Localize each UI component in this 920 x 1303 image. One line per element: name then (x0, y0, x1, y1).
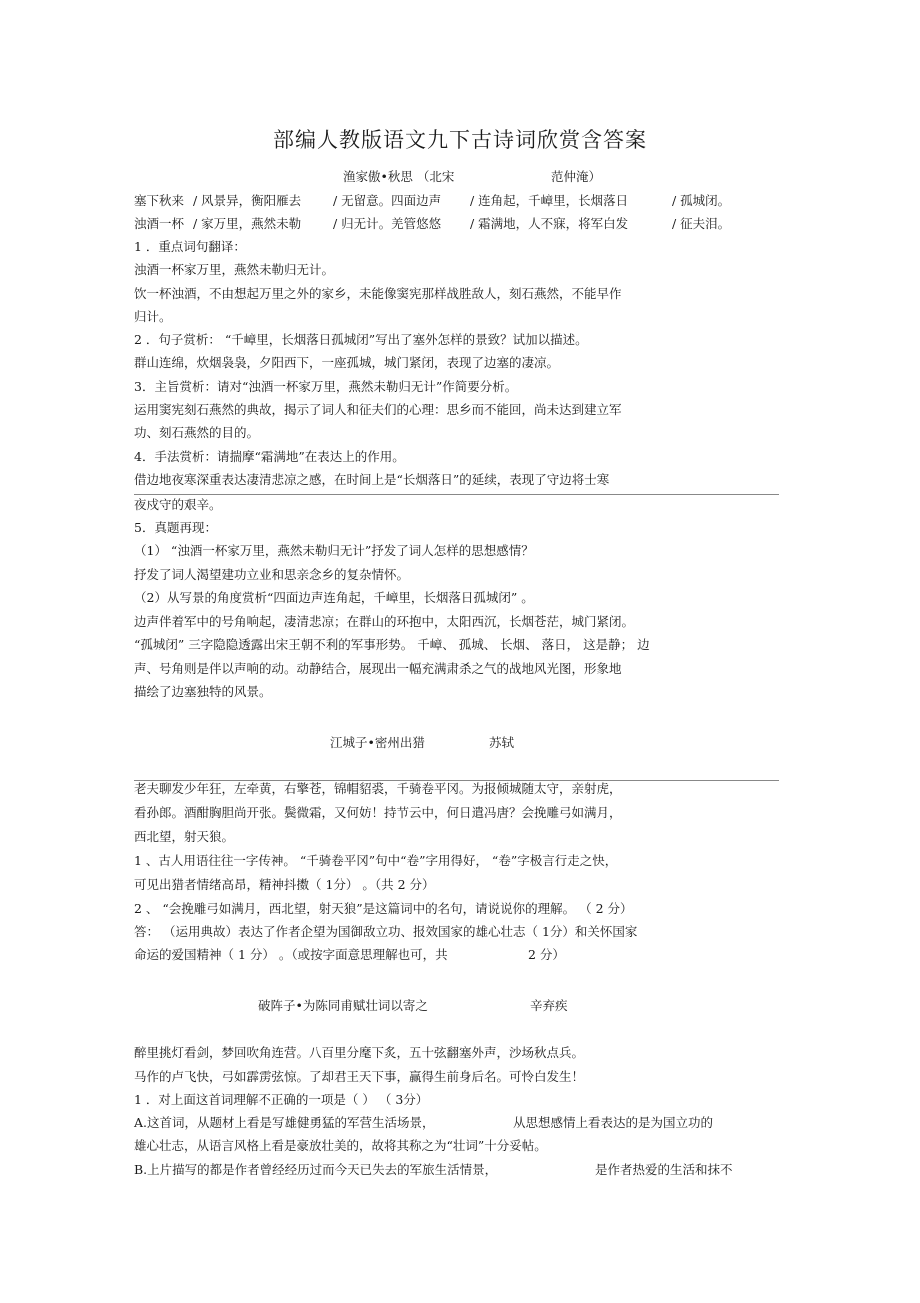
poem1-q1-answer: 归计。 (134, 309, 172, 324)
poem1-line1-seg5: / 孤城闭。 (672, 193, 731, 208)
poem3-option-a: 雄心壮志，从语言风格上看是豪放壮美的，故将其称之为“壮词”十分妥帖。 (134, 1138, 547, 1153)
poem1-q1: 1 ．重点词句翻译： (134, 239, 246, 254)
poem1-line1-seg3: / 无留意。四面边声 (333, 193, 442, 208)
poem3-option-a: 从思想感情上看表达的是为国立功的 (513, 1115, 714, 1130)
poem2-title: 江城子•密州出猎 (330, 735, 425, 750)
poem3-q1: 1 ．对上面这首词理解不正确的一项是（ ） （ 3分） (134, 1092, 429, 1107)
poem1-q4-answer: 夜戍守的艰辛。 (134, 497, 222, 512)
poem3-text: 马作的卢飞快，弓如霹雳弦惊。了却君王天下事，赢得生前身后名。可怜白发生！ (134, 1069, 585, 1084)
poem2-q2: 2 、 “会挽雕弓如满月，西北望，射天狼”是这篇词中的名句，请说说你的理解。 （ 2 分） (134, 901, 633, 916)
poem1-q2: 2 ．句子赏析： “千嶂里，长烟落日孤城闭”写出了塞外怎样的景致？试加以描述。 (134, 332, 588, 347)
poem1-line2-seg3: / 归无计。羌管悠悠 (333, 216, 442, 231)
poem3-text: 醉里挑灯看剑，梦回吹角连营。八百里分麾下炙，五十弦翻塞外声，沙场秋点兵。 (134, 1045, 585, 1060)
poem2-q1: 1 、古人用语往往一字传神。 “千骑卷平冈”句中“卷”字用得好， “卷”字极言行走之快， (134, 853, 618, 868)
poem1-q2-answer: 群山连绵，炊烟袅袅，夕阳西下，一座孤城，城门紧闭，表现了边塞的凄凉。 (134, 355, 560, 370)
poem2-q1-cont: 可见出猎者情绪高昂，精神抖擞（ 1分） 。（共 2 分） (134, 877, 435, 892)
poem1-q5-2-answer: 声、号角则是伴以声响的动。动静结合，展现出一幅充满肃杀之气的战地风光图，形象地 (134, 661, 622, 676)
poem2-q2-answer: 命运的爱国精神（ 1 分） 。（或按字面意思理解也可，共 (134, 947, 448, 962)
poem2-text: 老夫聊发少年狂，左牵黄，右擎苍，锦帽貂裘，千骑卷平冈。为报倾城随太守，亲射虎， (134, 781, 622, 796)
poem1-author: 范仲淹） (551, 169, 602, 184)
poem1-q5-2: （2）从写景的角度赏析“四面边声连角起，千嶂里，长烟落日孤城闭” 。 (134, 590, 534, 605)
poem1-q5-1-answer: 抒发了词人渴望建功立业和思亲念乡的复杂情怀。 (134, 567, 410, 582)
poem3-option-a: A.这首词，从题材上看是写雄健勇猛的军营生活场景， (134, 1115, 435, 1130)
divider-line (134, 494, 779, 495)
poem2-text: 看孙郎。酒酣胸胆尚开张。鬓微霜，又何妨！持节云中，何日遣冯唐？会挽雕弓如满月， (134, 805, 622, 820)
poem1-q3-answer: 功、刻石燕然的目的。 (134, 425, 260, 440)
poem1-title: 渔家傲•秋思 （北宋 (343, 169, 455, 184)
poem2-q2-answer: 答： （运用典故）表达了作者企望为国御敌立功、报效国家的雄心壮志（ 1分）和关怀国家 (134, 924, 638, 939)
poem1-line2-seg1: 浊酒一杯 (134, 216, 185, 231)
poem1-line2-seg5: / 征夫泪。 (672, 216, 731, 231)
poem1-line2-seg2: / 家万里，燕然未勒 (193, 216, 302, 231)
poem2-q2-answer: 2 分） (528, 947, 565, 962)
poem1-q5: 5．真题再现： (134, 520, 217, 535)
poem1-q4-answer: 借边地夜寒深重表达凄清悲凉之感，在时间上是“长烟落日”的延续，表现了守边将士寒 (134, 472, 610, 487)
poem1-q3-answer: 运用窦宪刻石燕然的典故，揭示了词人和征夫们的心理：思乡而不能回，尚未达到建立军 (134, 402, 622, 417)
poem1-line1-seg1: 塞下秋来 (134, 193, 185, 208)
poem1-q5-1: （1） “浊酒一杯家万里，燕然未勒归无计”抒发了词人怎样的思想感情？ (134, 543, 534, 558)
poem2-text: 西北望，射天狼。 (134, 829, 235, 844)
poem3-title: 破阵子•为陈同甫赋壮词以寄之 (258, 998, 428, 1013)
poem1-q1-answer: 饮一杯浊酒，不由想起万里之外的家乡，未能像窦宪那样战胜敌人，刻石燕然，不能早作 (134, 286, 622, 301)
poem3-author: 辛弃疾 (530, 998, 568, 1013)
poem1-line1-seg2: / 风景异，衡阳雁去 (193, 193, 302, 208)
poem1-q4: 4．手法赏析：请揣摩“霜满地”在表达上的作用。 (134, 449, 405, 464)
poem1-line1-seg4: / 连角起，千嶂里，长烟落日 (470, 193, 629, 208)
poem3-option-b: B.上片描写的都是作者曾经经历过而今天已失去的军旅生活情景， (134, 1162, 498, 1177)
page-title: 部编人教版语文九下古诗词欣赏含答案 (273, 128, 647, 152)
poem1-q1-answer: 浊酒一杯家万里，燕然未勒归无计。 (134, 262, 335, 277)
poem1-line2-seg4: / 霜满地，人不寐，将军白发 (470, 216, 629, 231)
poem1-q5-2-answer: “孤城闭” 三字隐隐透露出宋王朝不利的军事形势。 千嶂、 孤城、 长烟、 落日， 这是静； 边 (134, 637, 650, 652)
poem1-q3: 3．主旨赏析：请对“浊酒一杯家万里，燕然未勒归无计”作简要分析。 (134, 379, 518, 394)
poem1-q5-2-answer: 边声伴着军中的号角响起，凄清悲凉；在群山的环抱中，太阳西沉，长烟苍茫，城门紧闭。 (134, 614, 635, 629)
poem1-q5-2-answer: 描绘了边塞独特的风景。 (134, 684, 272, 699)
poem3-option-b: 是作者热爱的生活和抹不 (595, 1162, 733, 1177)
poem2-author: 苏轼 (489, 735, 515, 750)
